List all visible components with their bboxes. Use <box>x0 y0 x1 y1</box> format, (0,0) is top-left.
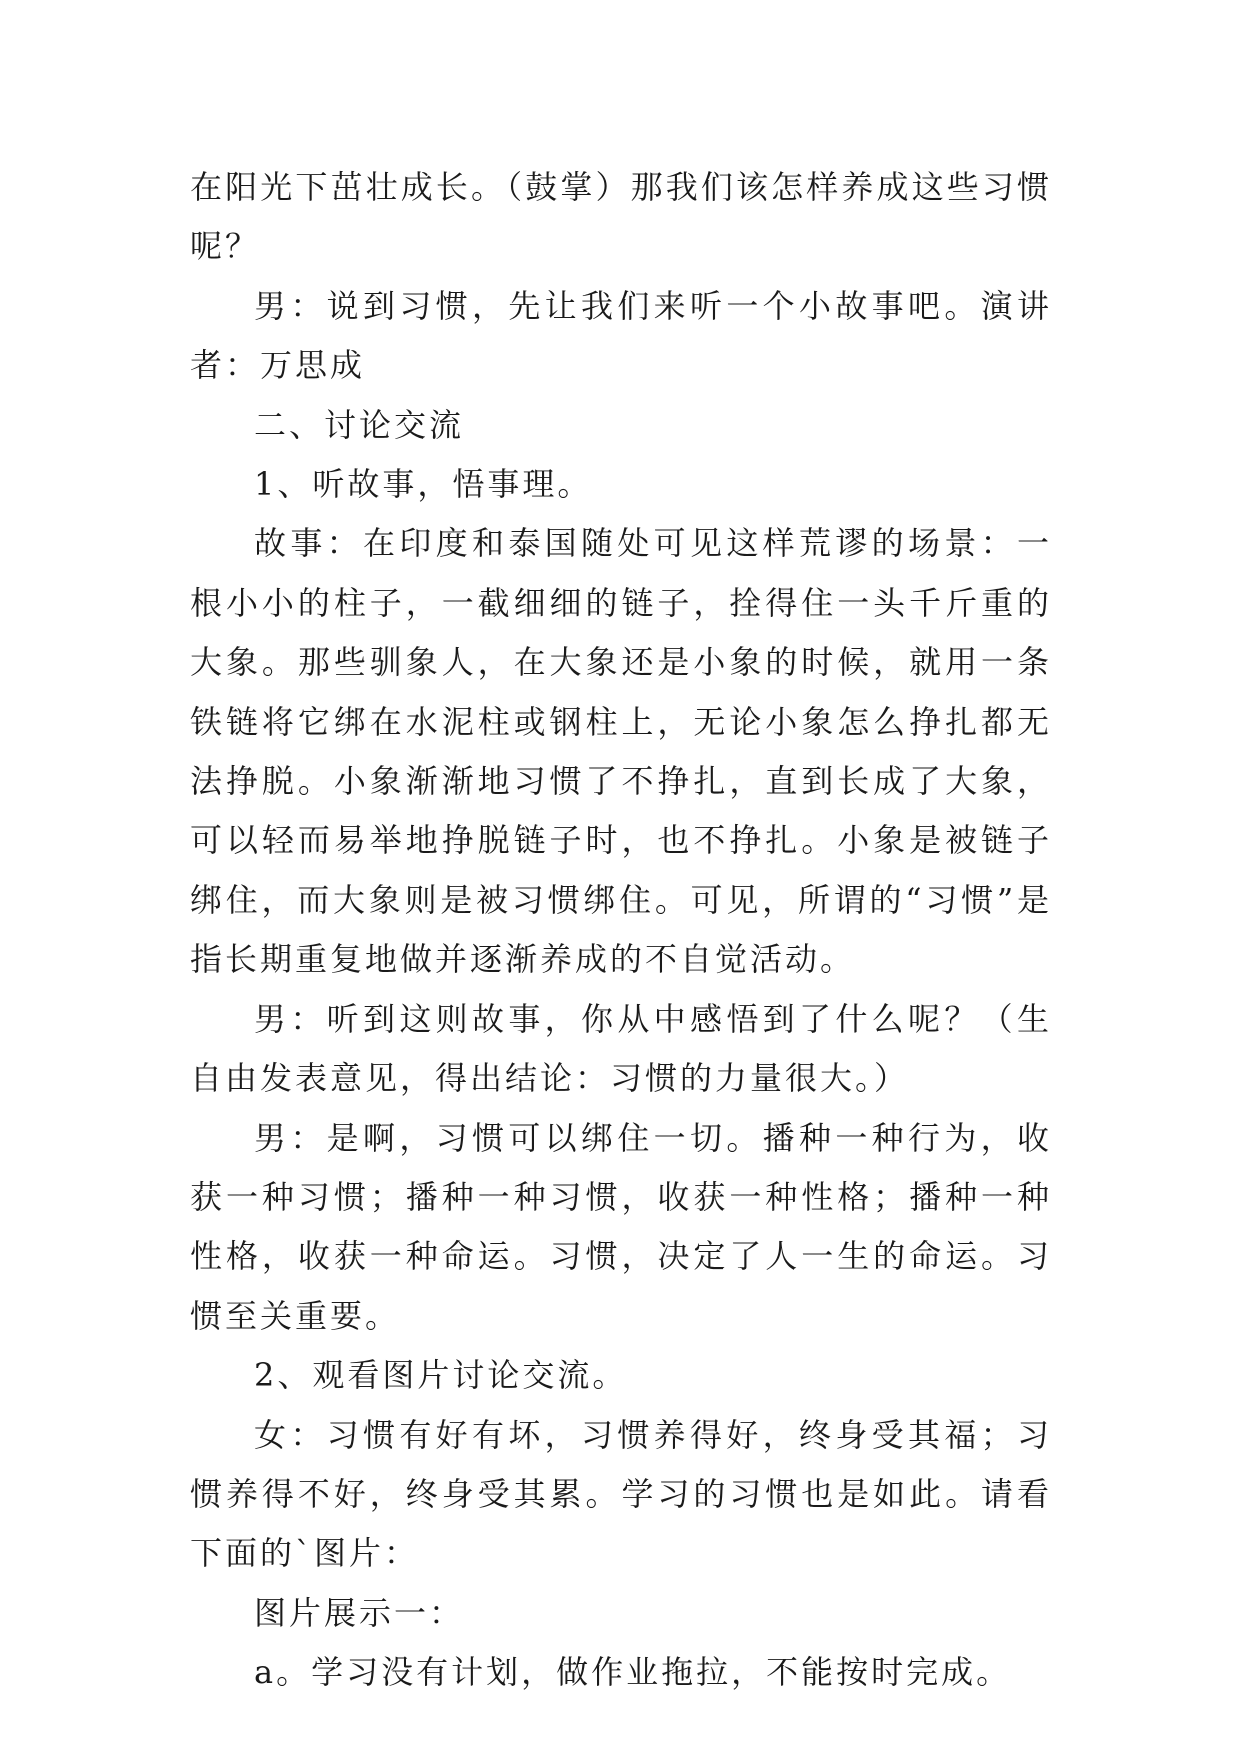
document-body <box>190 158 1052 1703</box>
paragraph-habit-importance: 男：是啊，习惯可以绑住一切。播种一种行为，收获一种习惯；播种一种习惯，收获一种性格；播种一种性格，收获一种命运。习惯，决定了人一生的命运。习惯至关重要。 <box>190 1118 1052 1335</box>
picture-item-a: a。学习没有计划，做作业拖拉，不能按时完成。 <box>254 1653 1012 1692</box>
section-heading-discussion: 二、讨论交流 <box>254 405 465 444</box>
paragraph-reflection-question: 男：听到这则故事，你从中感悟到了什么呢？（生自由发表意见，得出结论：习惯的力量很大。） <box>190 999 1052 1098</box>
paragraph-good-bad-habits: 女：习惯有好有坏，习惯养得好，终身受其福；习惯养得不好，终身受其累。学习的习惯也是如此。请看下面的`图片： <box>190 1415 1052 1573</box>
subheading-view-pictures: 2、观看图片讨论交流。 <box>254 1356 628 1395</box>
paragraph-speaker-intro: 男：说到习惯，先让我们来听一个小故事吧。演讲者：万思成 <box>190 286 1052 385</box>
paragraph-elephant-story: 故事：在印度和泰国随处可见这样荒谬的场景：一根小小的柱子，一截细细的链子，拴得住一头千斤重的大象。那些驯象人，在大象还是小象的时候，就用一条铁链将它绑在水泥柱或钢柱上，无论小象怎么挣扎都无法挣脱。小象渐渐地习惯了不挣扎，直到长成了大象，可以轻而易举地挣脱链子时，也不挣扎。小象是被链子绑住，而大象则是被习惯绑住。可见，所谓的“习惯”是指长期重复地做并逐渐养成的不自觉活动。 <box>190 524 1052 979</box>
picture-display-heading: 图片展示一： <box>254 1593 465 1632</box>
subheading-listen-story: 1、听故事，悟事理。 <box>254 465 593 504</box>
paragraph-continuation: 在阳光下茁壮成长。（鼓掌）那我们该怎样养成这些习惯呢？ <box>190 168 1052 266</box>
